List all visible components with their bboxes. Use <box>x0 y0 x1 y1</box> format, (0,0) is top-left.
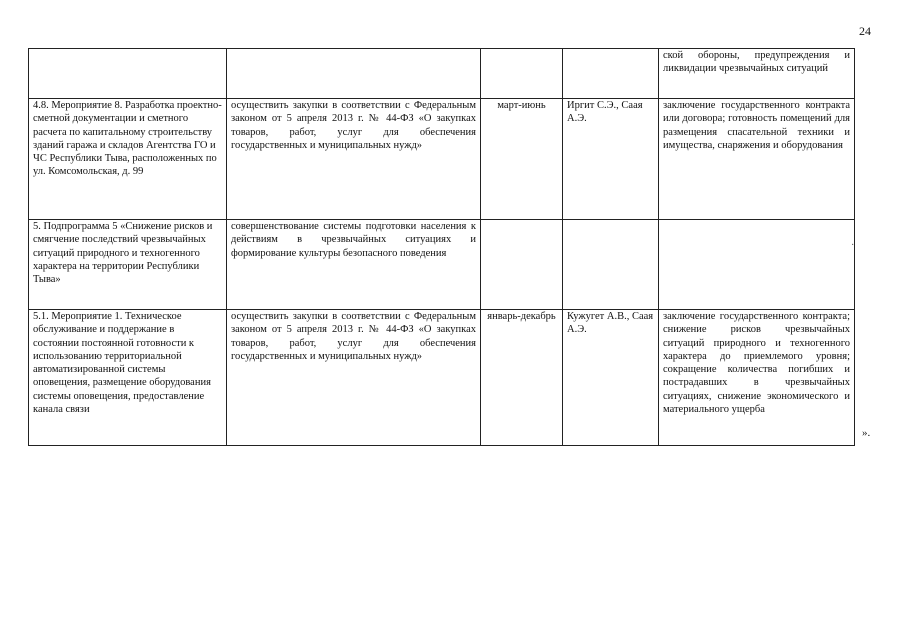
cell-goal: осуществить закупки в соответствии с Федеральным законом от 5 апреля 2013 г. № 44-ФЗ «О закупках товаров, работ, услуг для обеспечения государственных и муниципальных нужд» <box>227 99 481 220</box>
cell-responsible: Иргит С.Э., Саая А.Э. <box>563 99 659 220</box>
cell-result: заключение государственного контракта или договора; готовность помещений для размещения спасательной техники и имущества, снаряжения и оборудования <box>659 99 855 220</box>
table-row <box>29 220 855 310</box>
cell-activity-name: 5.1. Мероприятие 1. Техническое обслуживание и поддержание в состоянии постоянной готовности к использованию территориальной автоматизированной системы оповещения, размещение оборудования системы оповещения, предоставление канала связи <box>29 310 227 446</box>
closing-quote: ». <box>862 427 871 439</box>
cell-goal: осуществить закупки в соответствии с Федеральным законом от 5 апреля 2013 г. № 44-ФЗ «О закупках товаров, работ, услуг для обеспечения государственных и муниципальных нужд» <box>227 310 481 446</box>
cell-responsible <box>563 220 659 310</box>
cell-result: ской обороны, предупреждения и ликвидации чрезвычайных ситуаций <box>659 49 855 99</box>
page-number: 24 <box>859 24 871 38</box>
cell-period <box>481 220 563 310</box>
cell-activity-name: 5. Подпрограмма 5 «Снижение рисков и смягчение последствий чрезвычайных ситуаций природного и техногенного характера на территории Республики Тыва» <box>29 220 227 310</box>
cell-activity-name: 4.8. Мероприятие 8. Разработка проектно-сметной документации и сметного расчета по капитальному строительству зданий гаража и складов Агентства ГО и ЧС Республики Тыва, расположенных по ул. Комсомольская, д. 99 <box>29 99 227 220</box>
table-row <box>29 99 855 220</box>
cell-result <box>659 220 855 310</box>
scan-speck: · <box>851 240 855 251</box>
activities-table <box>28 48 855 446</box>
cell-period: март-июнь <box>481 99 563 220</box>
cell-period <box>481 49 563 99</box>
cell-activity-name <box>29 49 227 99</box>
cell-goal: совершенствование системы подготовки населения к действиям в чрезвычайных ситуациях и формирование культуры безопасного поведения <box>227 220 481 310</box>
table-row <box>29 310 855 446</box>
cell-responsible: Кужугет А.В., Саая А.Э. <box>563 310 659 446</box>
table-row <box>29 49 855 99</box>
cell-period: январь-декабрь <box>481 310 563 446</box>
cell-responsible <box>563 49 659 99</box>
cell-goal <box>227 49 481 99</box>
cell-result: заключение государственного контракта; снижение рисков чрезвычайных ситуаций природного и техногенного характера до приемлемого уровня; сокращение количества погибших и пострадавших в чрезвычайных ситуациях, снижение экономического и материального ущерба <box>659 310 855 446</box>
